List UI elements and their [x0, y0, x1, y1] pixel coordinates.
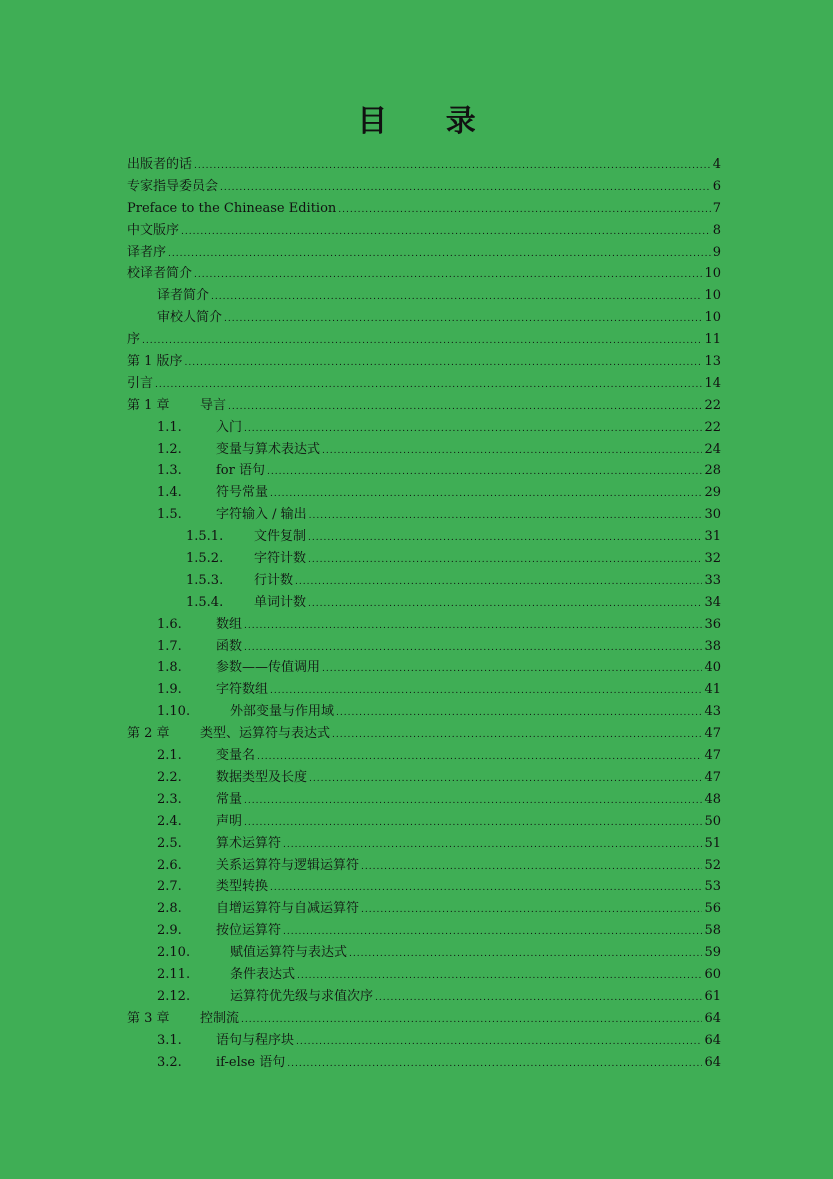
toc-entry-page: 30: [704, 507, 721, 523]
dot-leader: [244, 419, 702, 441]
toc-entry-label: 行计数: [254, 572, 294, 588]
toc-entry-label: 第 1 版序: [127, 354, 183, 370]
toc-entry-number: 第 3 章: [127, 1010, 170, 1026]
toc-entry[interactable]: [127, 482, 721, 504]
toc-entry[interactable]: [127, 548, 721, 570]
toc-entry-page: 10: [704, 288, 721, 304]
toc-entry-page: 40: [704, 660, 721, 676]
dot-leader: [308, 550, 702, 572]
dot-leader: [361, 900, 702, 922]
toc-entry-page: 6: [712, 178, 721, 194]
toc-entry-label: Preface to the Chinease Edition: [127, 200, 337, 216]
toc-entry-page: 64: [704, 1010, 721, 1026]
toc-entry-label: for 语句: [216, 463, 265, 479]
dot-leader: [309, 506, 703, 528]
toc-entry[interactable]: [127, 855, 721, 877]
toc-entry-page: 22: [704, 397, 721, 413]
toc-entry-number: 2.7.: [157, 879, 182, 895]
table-of-contents: [127, 154, 721, 1073]
toc-entry[interactable]: [127, 614, 721, 636]
toc-entry-page: 52: [704, 857, 721, 873]
toc-entry-number: 2.3.: [157, 791, 182, 807]
dot-leader: [308, 594, 702, 616]
dot-leader: [322, 441, 702, 463]
toc-entry[interactable]: [127, 285, 721, 307]
toc-entry-label: 自增运算符与自减运算符: [216, 901, 360, 917]
toc-entry-number: 1.4.: [157, 485, 182, 501]
toc-entry-page: 4: [712, 157, 721, 172]
toc-entry[interactable]: [127, 679, 721, 701]
dot-leader: [283, 922, 702, 944]
dot-leader: [142, 331, 702, 353]
dot-leader: [244, 813, 702, 835]
toc-entry-page: 59: [704, 945, 721, 961]
toc-entry[interactable]: [127, 351, 721, 373]
toc-entry-label: 声明: [216, 813, 243, 829]
toc-entry-number: 1.5.1.: [186, 529, 224, 545]
toc-entry-label: 算术运算符: [216, 835, 282, 851]
toc-entry-label: 导言: [200, 397, 227, 413]
toc-entry-number: 2.10.: [157, 945, 191, 961]
dot-leader: [241, 1010, 702, 1032]
toc-entry-page: 38: [704, 638, 721, 654]
toc-entry[interactable]: [127, 636, 721, 658]
toc-entry-page: 14: [704, 375, 721, 391]
dot-leader: [375, 988, 702, 1010]
toc-entry-label: if-else 语句: [216, 1054, 286, 1070]
toc-entry-label: 控制流: [200, 1010, 240, 1026]
dot-leader: [336, 703, 702, 725]
dot-leader: [295, 572, 702, 594]
toc-entry-number: 1.2.: [157, 441, 182, 457]
toc-entry-label: 文件复制: [254, 529, 307, 545]
toc-entry[interactable]: [127, 767, 721, 789]
toc-entry-page: 50: [704, 813, 721, 829]
toc-entry-label: 审校人简介: [157, 310, 223, 326]
dot-leader: [332, 725, 702, 747]
toc-entry[interactable]: [127, 657, 721, 679]
toc-entry-number: 2.6.: [157, 857, 182, 873]
toc-entry-number: 2.12.: [157, 988, 191, 1004]
dot-leader: [211, 287, 702, 309]
toc-entry-page: 36: [704, 616, 721, 632]
toc-entry-page: 41: [704, 682, 721, 698]
toc-entry-number: 1.5.: [157, 507, 182, 523]
toc-entry-number: 1.5.3.: [186, 572, 224, 588]
dot-leader: [322, 659, 702, 681]
toc-entry-label: 字符输入 / 输出: [216, 507, 307, 523]
toc-entry-number: 1.9.: [157, 682, 182, 698]
toc-entry-label: 数据类型及长度: [216, 769, 308, 785]
toc-entry-label: 引言: [127, 375, 154, 391]
toc-entry[interactable]: [127, 723, 721, 745]
toc-entry[interactable]: [127, 154, 721, 176]
dot-leader: [244, 791, 702, 813]
toc-entry-number: 2.2.: [157, 769, 182, 785]
dot-leader: [349, 944, 702, 966]
toc-entry-number: 1.10.: [157, 704, 191, 720]
toc-entry-number: 1.8.: [157, 660, 182, 676]
toc-entry-page: 13: [704, 354, 721, 370]
toc-entry[interactable]: [127, 307, 721, 329]
toc-entry-label: 类型转换: [216, 879, 269, 895]
toc-entry[interactable]: [127, 504, 721, 526]
toc-entry-number: 2.5.: [157, 835, 182, 851]
toc-entry-label: 赋值运算符与表达式: [230, 945, 348, 961]
toc-entry[interactable]: [127, 942, 721, 964]
toc-entry-label: 单词计数: [254, 594, 307, 610]
toc-entry-page: 58: [704, 923, 721, 939]
dot-leader: [194, 265, 702, 287]
toc-entry-page: 51: [704, 835, 721, 851]
toc-entry[interactable]: [127, 1030, 721, 1052]
toc-entry-page: 47: [704, 748, 721, 764]
toc-entry-page: 64: [704, 1032, 721, 1048]
toc-entry-page: 24: [704, 441, 721, 457]
dot-leader: [270, 484, 702, 506]
toc-entry-number: 1.6.: [157, 616, 182, 632]
dot-leader: [297, 966, 702, 988]
dot-leader: [244, 616, 702, 638]
toc-entry-label: 译者序: [127, 244, 167, 260]
page-title: 目 录: [357, 104, 500, 139]
dot-leader: [181, 222, 711, 244]
dot-leader: [155, 375, 702, 397]
toc-entry[interactable]: [127, 439, 721, 461]
toc-entry[interactable]: [127, 876, 721, 898]
toc-entry[interactable]: [127, 263, 721, 285]
dot-leader: [244, 638, 702, 660]
toc-entry-number: 1.3.: [157, 463, 182, 479]
toc-entry-page: 53: [704, 879, 721, 895]
toc-entry[interactable]: [127, 833, 721, 855]
toc-entry[interactable]: [127, 920, 721, 942]
toc-entry-page: 32: [704, 551, 721, 567]
toc-entry[interactable]: [127, 198, 721, 220]
toc-entry[interactable]: [127, 460, 721, 482]
toc-entry-page: 10: [704, 310, 721, 326]
toc-entry-page: 64: [704, 1054, 721, 1070]
dot-leader: [185, 353, 703, 375]
toc-entry[interactable]: [127, 220, 721, 242]
toc-entry-label: 出版者的话: [127, 157, 193, 172]
toc-entry-page: 43: [704, 704, 721, 720]
toc-entry-number: 2.11.: [157, 966, 191, 982]
toc-entry[interactable]: [127, 964, 721, 986]
toc-entry-label: 运算符优先级与求值次序: [230, 988, 374, 1004]
toc-entry-page: 34: [704, 594, 721, 610]
toc-entry[interactable]: [127, 898, 721, 920]
dot-leader: [296, 1032, 702, 1054]
toc-entry-number: 2.9.: [157, 923, 182, 939]
toc-entry-page: 10: [704, 266, 721, 282]
dot-leader: [224, 309, 702, 331]
toc-entry[interactable]: [127, 329, 721, 351]
dot-leader: [220, 178, 711, 200]
toc-entry-number: 2.1.: [157, 748, 182, 764]
toc-entry-label: 类型、运算符与表达式: [200, 726, 331, 742]
dot-leader: [287, 1054, 702, 1076]
toc-entry-label: 数组: [216, 616, 243, 632]
dot-leader: [309, 769, 702, 791]
toc-entry-label: 关系运算符与逻辑运算符: [216, 857, 360, 873]
dot-leader: [283, 835, 702, 857]
toc-entry-number: 3.2.: [157, 1054, 182, 1070]
toc-entry-page: 7: [712, 200, 721, 216]
dot-leader: [270, 878, 702, 900]
toc-entry-label: 校译者简介: [127, 266, 193, 282]
dot-leader: [194, 156, 711, 178]
toc-entry[interactable]: [127, 701, 721, 723]
dot-leader: [308, 528, 702, 550]
toc-entry[interactable]: [127, 811, 721, 833]
toc-entry-label: 字符数组: [216, 682, 269, 698]
toc-entry-page: 56: [704, 901, 721, 917]
toc-entry-page: 33: [704, 572, 721, 588]
toc-entry-page: 22: [704, 419, 721, 435]
toc-entry-page: 61: [704, 988, 721, 1004]
toc-entry-label: 变量与算术表达式: [216, 441, 321, 457]
dot-leader: [267, 462, 702, 484]
toc-entry-number: 3.1.: [157, 1032, 182, 1048]
toc-entry-number: 2.4.: [157, 813, 182, 829]
toc-entry-label: 按位运算符: [216, 923, 282, 939]
dot-leader: [228, 397, 702, 419]
toc-entry-number: 1.5.4.: [186, 594, 224, 610]
toc-entry-label: 参数——传值调用: [216, 660, 321, 676]
toc-entry-label: 中文版序: [127, 222, 180, 238]
toc-entry-label: 序: [127, 332, 141, 348]
toc-entry[interactable]: [127, 1008, 721, 1030]
toc-entry-label: 常量: [216, 791, 243, 807]
toc-entry[interactable]: [127, 789, 721, 811]
toc-entry-page: 11: [704, 332, 721, 348]
toc-entry-label: 变量名: [216, 748, 256, 764]
toc-entry[interactable]: [127, 417, 721, 439]
toc-entry[interactable]: [127, 242, 721, 264]
toc-entry-page: 48: [704, 791, 721, 807]
toc-entry-number: 第 1 章: [127, 397, 170, 413]
dot-leader: [168, 244, 711, 266]
toc-entry-label: 函数: [216, 638, 243, 654]
toc-entry-number: 1.7.: [157, 638, 182, 654]
toc-entry[interactable]: [127, 986, 721, 1008]
dot-leader: [257, 747, 702, 769]
toc-entry-number: 1.5.2.: [186, 551, 224, 567]
toc-entry[interactable]: [127, 592, 721, 614]
toc-entry[interactable]: [127, 176, 721, 198]
toc-entry-label: 专家指导委员会: [127, 178, 219, 194]
toc-entry-page: 8: [712, 222, 721, 238]
toc-entry[interactable]: [127, 373, 721, 395]
dot-leader: [270, 681, 702, 703]
toc-entry-number: 第 2 章: [127, 726, 170, 742]
toc-entry-page: 31: [704, 529, 721, 545]
dot-leader: [361, 857, 702, 879]
toc-entry-label: 字符计数: [254, 551, 307, 567]
toc-entry-label: 条件表达式: [230, 966, 296, 982]
toc-entry-page: 47: [704, 769, 721, 785]
toc-entry-label: 语句与程序块: [216, 1032, 295, 1048]
toc-entry-label: 入门: [216, 419, 243, 435]
toc-entry-page: 9: [712, 244, 721, 260]
toc-entry-label: 译者简介: [157, 288, 210, 304]
dot-leader: [338, 200, 710, 222]
toc-entry[interactable]: [127, 570, 721, 592]
toc-entry-page: 60: [704, 966, 721, 982]
toc-entry-label: 符号常量: [216, 485, 269, 501]
toc-entry-number: 1.1.: [157, 419, 182, 435]
toc-entry-page: 28: [704, 463, 721, 479]
toc-entry[interactable]: [127, 526, 721, 548]
toc-entry[interactable]: [127, 1052, 721, 1074]
toc-entry-page: 29: [704, 485, 721, 501]
toc-entry[interactable]: [127, 745, 721, 767]
toc-entry-label: 外部变量与作用域: [230, 704, 335, 720]
toc-entry-page: 47: [704, 726, 721, 742]
toc-entry-number: 2.8.: [157, 901, 182, 917]
toc-entry[interactable]: [127, 395, 721, 417]
